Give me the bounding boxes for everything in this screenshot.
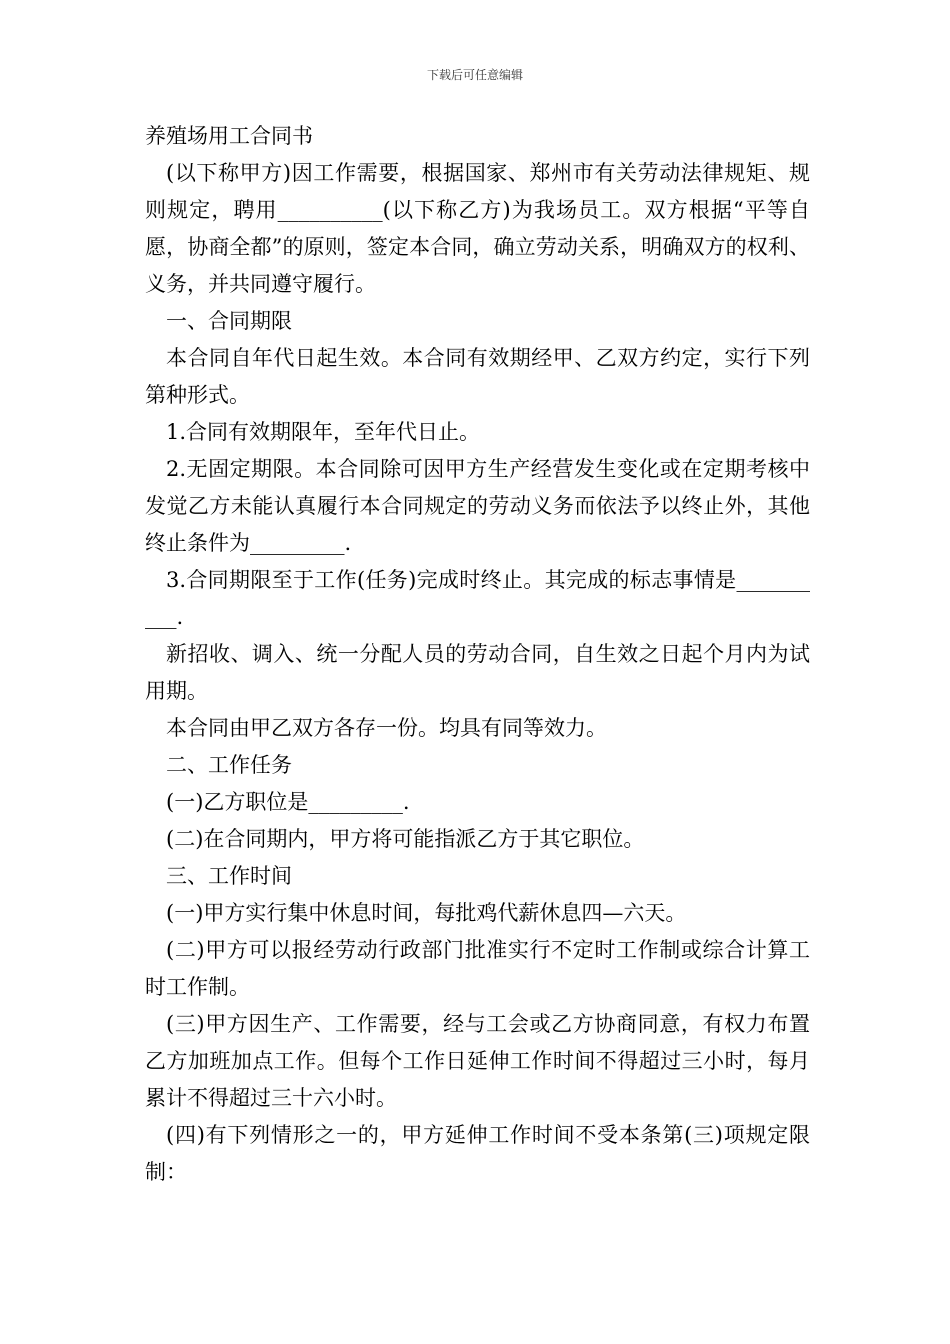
- paragraph-flexible-hours: (二)甲方可以报经劳动行政部门批准实行不定时工作制或综合计算工时工作制。: [145, 938, 810, 999]
- section-heading-work-hours: 三、工作时间: [166, 864, 292, 888]
- header-note: 下载后可任意编辑: [426, 68, 523, 82]
- paragraph-reassignment: (二)在合同期内，甲方将可能指派乙方于其它职位。: [166, 827, 645, 851]
- paragraph-intro: (以下称甲方)因工作需要，根据国家、郑州市有关劳动法律规矩、规则规定，聘用__________(以下称乙方)为我场员工。双方根据“平等自愿，协商全都”的原则，签定本合同，确立劳动关系，明确双方的权利、义务，并共同遵守履行。: [145, 161, 810, 296]
- section-heading-work-tasks: 二、工作任务: [166, 753, 292, 777]
- paragraph-term-option-1: 1.合同有效期限年，至年代日止。: [166, 420, 481, 444]
- document-body: [145, 118, 810, 1191]
- document-title: 养殖场用工合同书: [145, 124, 313, 148]
- paragraph-rest-time: (一)甲方实行集中休息时间，每批鸡代薪休息四—六天。: [166, 901, 687, 925]
- paragraph-term-option-3: 3.合同期限至于工作(任务)完成时终止。其完成的标志事情是__________.: [145, 568, 810, 629]
- paragraph-term-option-2: 2.无固定期限。本合同除可因甲方生产经营发生变化或在定期考核中发觉乙方未能认真履行本合同规定的劳动义务而依法予以终止外，其他终止条件为_________.: [145, 457, 810, 555]
- paragraph-overtime-exceptions: (四)有下列情形之一的，甲方延伸工作时间不受本条第(三)项规定限制：: [145, 1123, 810, 1184]
- paragraph-overtime: (三)甲方因生产、工作需要，经与工会或乙方协商同意，有权力布置乙方加班加点工作。但每个工作日延伸工作时间不得超过三小时，每月累计不得超过三十六小时。: [145, 1012, 810, 1110]
- paragraph-probation: 新招收、调入、统一分配人员的劳动合同，自生效之日起个月内为试用期。: [145, 642, 810, 703]
- paragraph-position: (一)乙方职位是_________.: [166, 790, 410, 814]
- section-heading-contract-term: 一、合同期限: [166, 309, 292, 333]
- paragraph-copies: 本合同由甲乙双方各存一份。均具有同等效力。: [166, 716, 607, 740]
- paragraph-effective-date: 本合同自年代日起生效。本合同有效期经甲、乙双方约定，实行下列第种形式。: [145, 346, 810, 407]
